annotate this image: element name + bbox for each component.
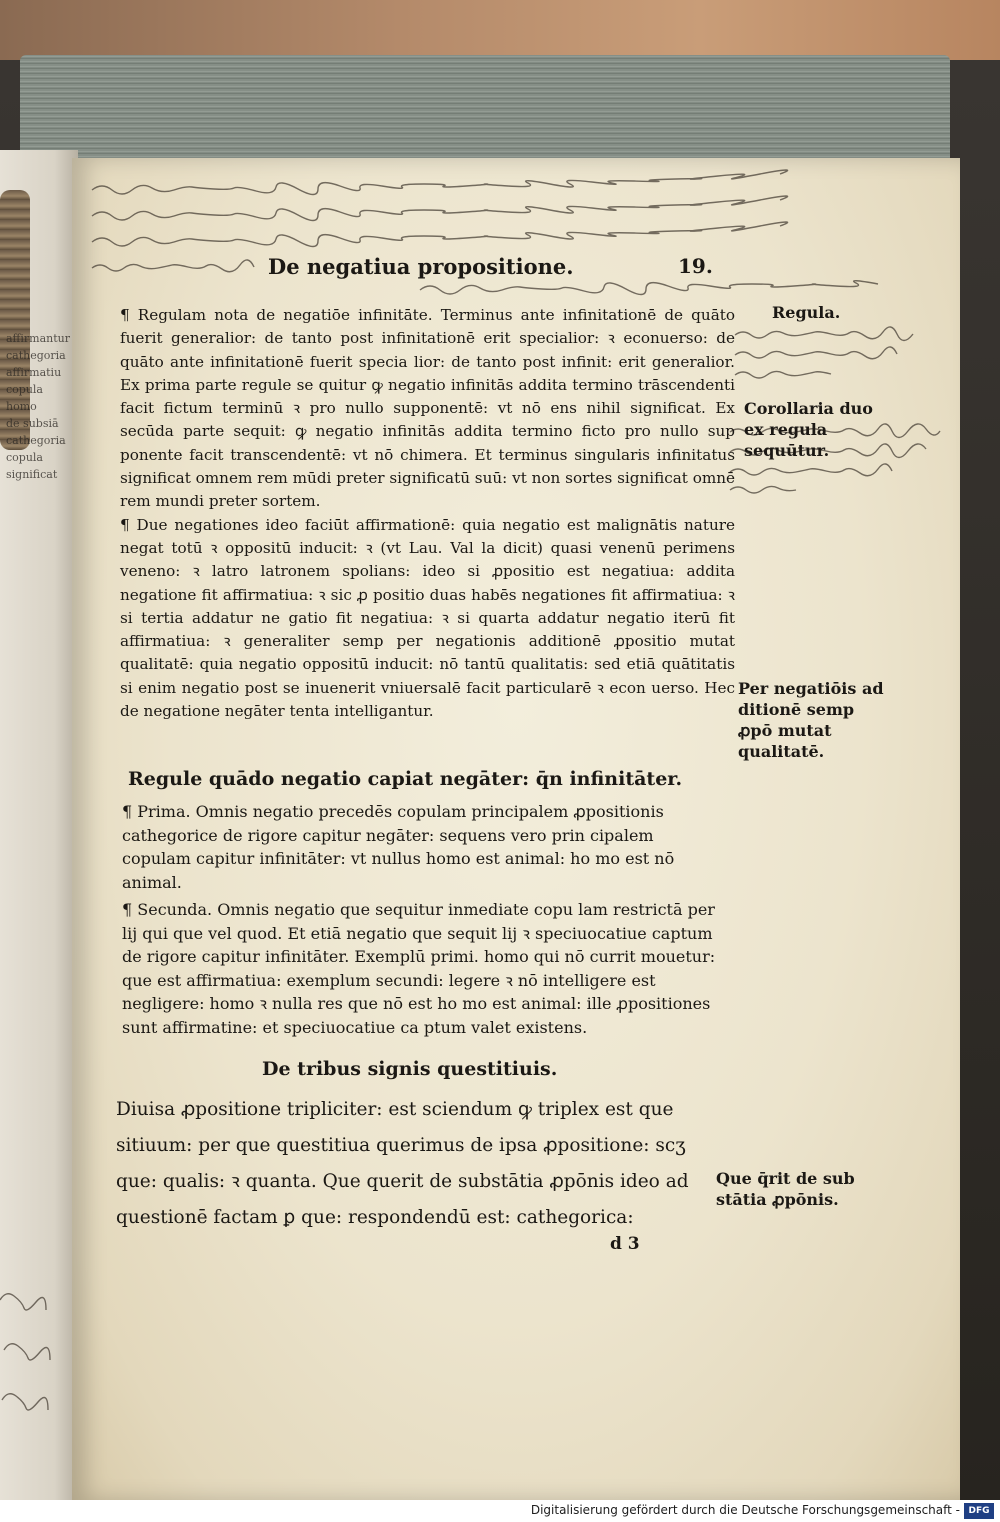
rule-secunda: ¶ Secunda. Omnis negatio que sequitur inmediate copu lam restrictā per lij qui que vel quod. Et etiā negatio que sequit lij ꝛ speciuocatiue captum de rigore capitur infinitāter. Exemplū primi. homo qui nō currit mouetur: que est affirmatiua: exemplum secundi: legere ꝛ nō intelligere est negligere: homo ꝛ nulla res que nō est ho mo est animal: ille ꝓpositiones sunt affirmatine: et speciuocatiue ca ptum valet existens. xyxy=(122,900,716,1037)
left-fragment: significat xyxy=(6,468,58,481)
left-fragment: affirmatiu xyxy=(6,366,62,379)
signature-mark: d 3 xyxy=(610,1234,640,1254)
left-fragment: de subsiā xyxy=(6,417,59,430)
footer-bar xyxy=(0,1500,1000,1522)
signs-heading: De tribus signis questitiuis. xyxy=(262,1058,558,1080)
left-fragment: affirmantur xyxy=(6,332,70,345)
dfg-logo: DFG xyxy=(964,1503,994,1519)
text-block-3 xyxy=(116,1092,716,1236)
rule-prima: ¶ Prima. Omnis negatio precedēs copulam principalem ꝓpositionis cathegorice de rigore capitur negāter: sequens vero prin cipalem copulam capitur infinitāter: vt nullus homo est animal: ho mo est nō animal. xyxy=(122,802,675,892)
left-fragment: cathegoria xyxy=(6,434,66,447)
left-fragment: homo xyxy=(6,400,37,413)
margin-note-regula: Regula. xyxy=(772,303,841,322)
left-fragment: copula xyxy=(6,451,43,464)
margin-note-negatio: Per negatiōis ad ditionē semp ꝓpō mutat qualitatē. xyxy=(738,679,884,761)
left-fragment: copula xyxy=(6,383,43,396)
left-fragment: cathegoria xyxy=(6,349,66,362)
footer-credit: Digitalisierung gefördert durch die Deutsche Forschungsgemeinschaft - xyxy=(530,1503,960,1517)
margin-note-substantia: Que q̄rit de sub stātia ꝓpōnis. xyxy=(716,1169,855,1209)
rules-heading: Regule quādo negatio capiat negāter: q̄n infinitāter. xyxy=(128,768,683,790)
text-block-2 xyxy=(122,800,727,1043)
text-block-1 xyxy=(120,304,735,723)
paragraph-due-negationes: ¶ Due negationes ideo faciūt affirmationē: quia negatio est malignātis nature negat totū ꝛ oppositū inducit: ꝛ (vt Lau. Val la dicit) quasi venenū perimens veneno: ꝛ latro latronem spolians: ideo si ꝓpositio est negatiua: addita negatione fit affirmatiua: ꝛ sic ꝓ positio duas habēs negationes fit affirmatiua: ꝛ si tertia addatur ne gatio fit negatiua: ꝛ si quarta addatur negatio iterū fit affirmatiua: ꝛ generaliter semp per negationis additionē ꝓpositio mutat qualitatē: quia negatio oppositū inducit: nō tantū qualitatis: sed etiā quātitatis si enim negatio post se inuenerit vniuersalē facit particularē ꝛ econ uerso. Hec de negatione negāter tenta intelligantur. xyxy=(120,515,735,721)
margin-note-corollaria: Corollaria duo ex regula sequūtur. xyxy=(744,399,873,460)
paragraph-regulam: ¶ Regulam nota de negatiōe infinitāte. Terminus ante infinitationē de quāto fuerit generalior: de tanto post infinitationē erit specialior: ꝛ econuerso: de quāto ante infinitationē fuerit specia lior: de tanto post infinit: erit generalior. Ex prima parte regule se quitur ꝙ negatio infinitās addita termino trāscendenti facit fictum terminū ꝛ pro nullo supponentē: vt nō ens nihil significat. Ex secūda parte sequit: ꝙ negatio infinitās addita termino ficto pro nullo sup ponente facit transcendentē: vt nō chimera. Et terminus singularis infinitatus significat omnem rem mūdi preter significatū suū: vt non sortes significat omnē rem mundi preter sortem. xyxy=(120,306,736,511)
page-heading: De negatiua propositione. xyxy=(268,254,574,279)
paragraph-diuisa: Diuisa ꝓpositione tripliciter: est sciendum ꝙ triplex est que sitiuum: per que questitiua querimus de ipsa ꝓpositione: scʒ que: qualis: ꝛ quanta. Que querit de substātia ꝓpōnis ideo ad questionē factam ꝑ que: respondendū est: cathegorica: xyxy=(116,1099,689,1228)
folio-number: 19. xyxy=(678,254,713,278)
